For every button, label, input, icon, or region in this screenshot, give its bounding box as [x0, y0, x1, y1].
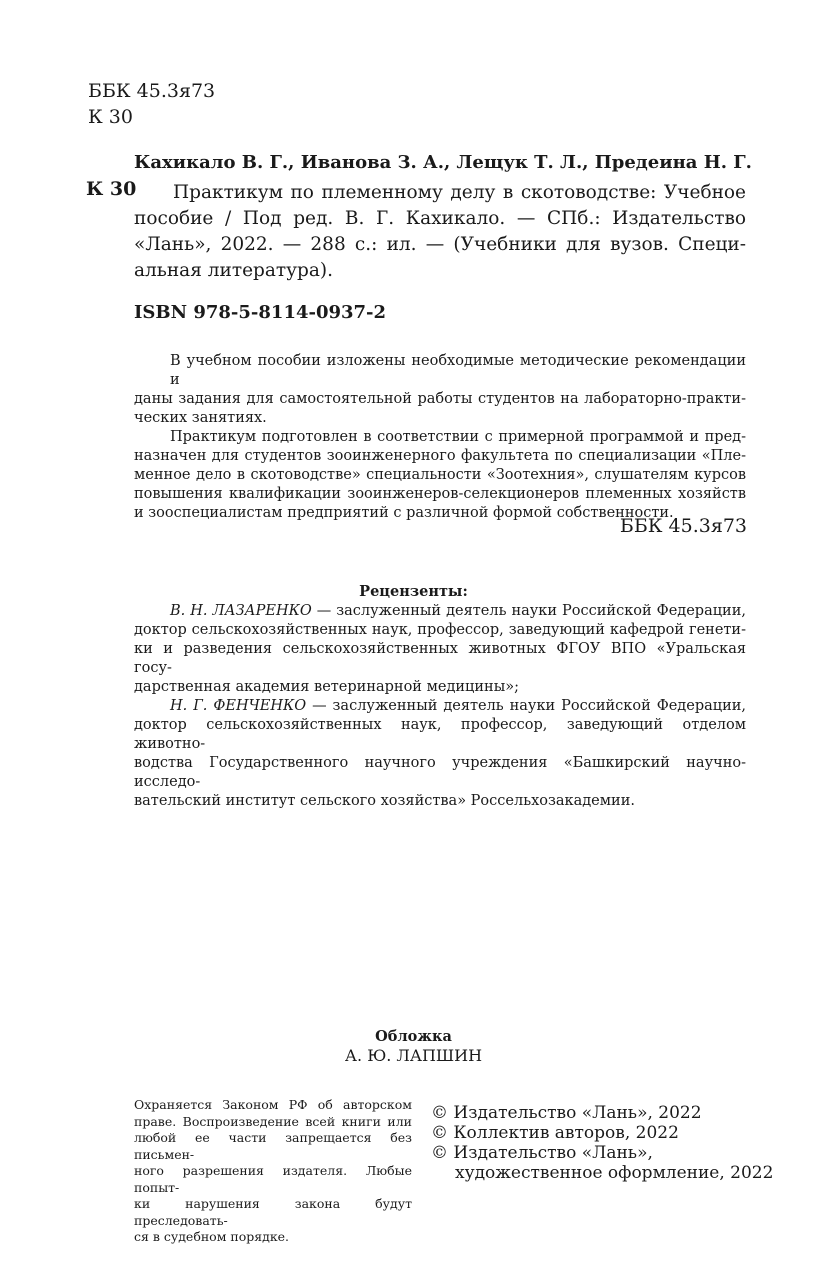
annotation-line: ческих занятиях. — [134, 410, 267, 426]
isbn: ISBN 978-5-8114-0937-2 — [134, 302, 387, 323]
bbk-bottom: ББК 45.3я73 — [619, 515, 747, 537]
annotation-line: назначен для студентов зооинженерного факультета по специализации «Пле- — [134, 448, 746, 464]
reviewer-2-line: водства Государственного научного учреждения «Башкирский научно-исследо- — [134, 755, 746, 790]
copyright-block — [431, 1103, 773, 1183]
reviewer-1-line: доктор сельскохозяйственных наук, профессор, заведующий кафедрой генети- — [134, 622, 746, 638]
copyright-line: © Издательство «Лань», 2022 — [431, 1103, 702, 1123]
annotation-line: Практикум подготовлен в соответствии с примерной программой и пред- — [170, 429, 746, 445]
copyright-line: © Коллектив авторов, 2022 — [431, 1123, 679, 1143]
reviewer-2-line — [134, 697, 746, 716]
reviewer-2-line: доктор сельскохозяйственных наук, профессор, заведующий отделом животно- — [134, 717, 746, 752]
annotation-line: менное дело в скотоводстве» специальности «Зоотехния», слушателям курсов — [134, 467, 746, 483]
law-line: праве. Воспроизведение всей книги или — [134, 1113, 412, 1129]
annotation-line: повышения квалификации зооинженеров-селекционеров племенных хозяйств — [134, 486, 746, 502]
law-line: ного разрешения издателя. Любые попыт- — [134, 1163, 412, 1195]
law-line: ся в судебном порядке. — [134, 1229, 290, 1244]
law-line: любой ее части запрещается без письмен- — [134, 1130, 412, 1162]
title-line-4: альная литература). — [134, 260, 333, 281]
annotation — [134, 352, 746, 523]
reviewer-2-name: Н. Г. ФЕНЧЕНКО — [170, 698, 307, 714]
authors-line: Кахикало В. Г., Иванова З. А., Лещук Т. Л., Предеина Н. Г. — [134, 152, 752, 173]
reviewer-2-line: вательский институт сельского хозяйства» Россельхозакадемии. — [134, 793, 635, 809]
copyright-line: художественное оформление, 2022 — [455, 1163, 774, 1183]
annotation-line: и зооспециалистам предприятий с различной формой собственности. — [134, 505, 674, 521]
cover-designer: А. Ю. ЛАПШИН — [344, 1046, 483, 1065]
reviewer-1-line: ки и разведения сельскохозяйственных животных ФГОУ ВПО «Уральская госу- — [134, 641, 746, 676]
law-line: ки нарушения закона будут преследовать- — [134, 1196, 412, 1228]
reviewer-1-line: дарственная академия ветеринарной медицины»; — [134, 679, 519, 695]
reviewer-1-line — [134, 602, 746, 621]
reviewer-1-name: В. Н. ЛАЗАРЕНКО — [170, 603, 312, 619]
reviewer-1-text: — заслуженный деятель науки Российской Федерации, — [311, 603, 746, 619]
cover-title: Обложка — [375, 1028, 452, 1045]
bbk-code: ББК 45.3я73 — [88, 80, 216, 102]
title-line-1: Практикум по племенному делу в скотоводстве: Учебное — [173, 182, 746, 203]
bbk-header — [88, 78, 215, 130]
reviewer-2-text: — заслуженный деятель науки Российской Федерации, — [306, 698, 747, 714]
annotation-line: даны задания для самостоятельной работы студентов на лабораторно-практи- — [134, 391, 746, 407]
entry-author-mark: К 30 — [86, 178, 137, 200]
title-continuation — [134, 206, 746, 284]
title-line-3: «Лань», 2022. — 288 с.: ил. — (Учебники для вузов. Специ- — [134, 234, 746, 255]
copyright-law-notice — [134, 1097, 412, 1246]
law-line: Охраняется Законом РФ об авторском — [134, 1097, 412, 1112]
title-line-2: пособие / Под ред. В. Г. Кахикало. — СПб.: Издательство — [134, 208, 746, 229]
copyright-line: © Издательство «Лань», — [431, 1143, 653, 1163]
reviewers-list — [134, 602, 746, 811]
annotation-line: В учебном пособии изложены необходимые методические рекомендации и — [170, 353, 746, 388]
reviewers-title: Рецензенты: — [359, 583, 468, 600]
author-mark: К 30 — [88, 106, 133, 128]
